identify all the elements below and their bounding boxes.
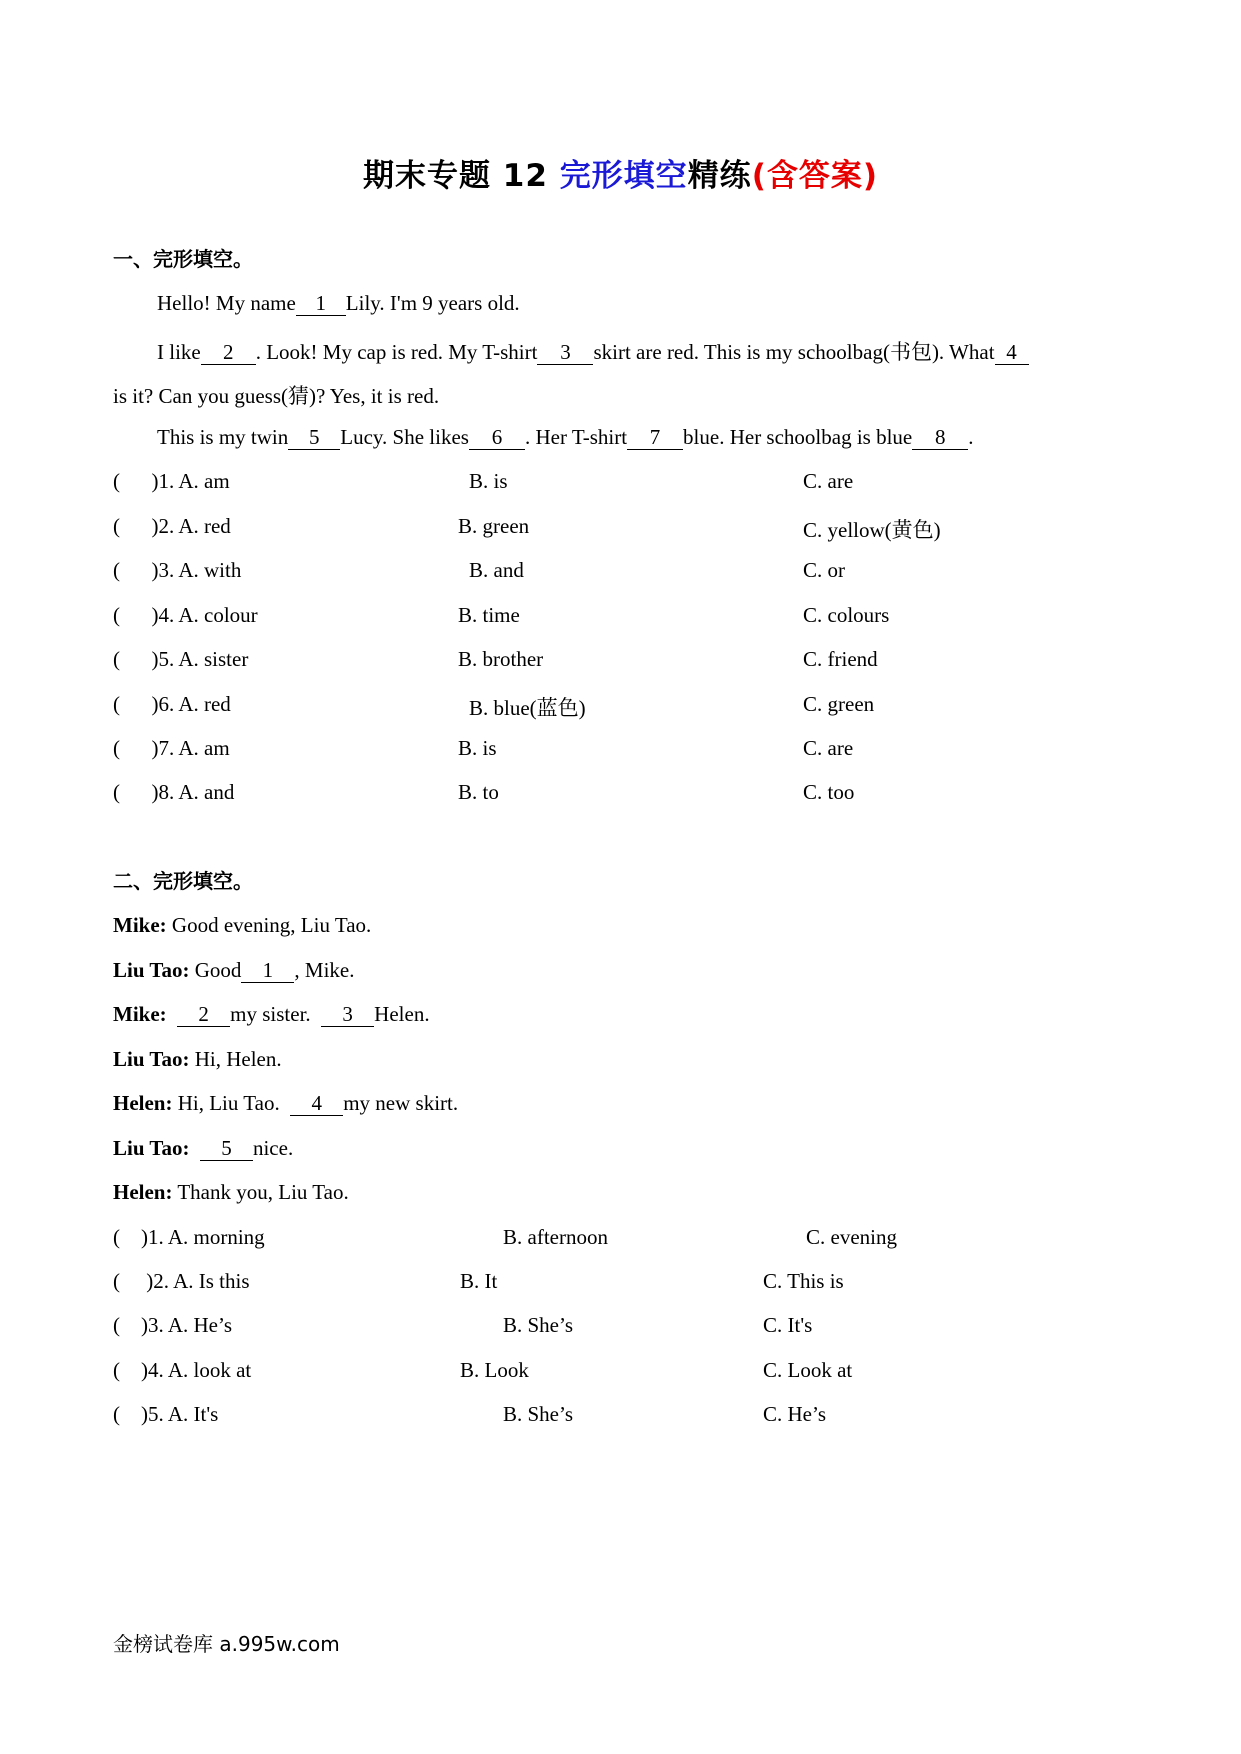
text: Lucy. She likes xyxy=(340,425,469,449)
s1-q8-option-b: B. to xyxy=(458,780,499,804)
text: Hi, Liu Tao. xyxy=(172,1091,280,1115)
blank-2: 2 xyxy=(201,342,256,365)
s1-q8-option-c: C. too xyxy=(803,780,855,804)
s1-q3-option-b: B. and xyxy=(469,558,524,582)
title-part-3: 精练 xyxy=(687,158,752,194)
title-part-1: 期末专题 12 xyxy=(362,158,560,194)
s1-q2-option-c: C. yellow(黄色) xyxy=(803,518,941,542)
s1-q4-option-b: B. time xyxy=(458,603,520,627)
text: my sister. xyxy=(230,1002,311,1026)
s1-q2-option-b: B. green xyxy=(458,514,530,538)
passage-line-3: is it? Can you guess(猜)? Yes, it is red. xyxy=(113,384,440,408)
speaker: Helen: xyxy=(113,1091,173,1115)
text: Lily. I'm 9 years old. xyxy=(345,291,520,315)
text: nice. xyxy=(252,1136,294,1160)
text: Good evening, Liu Tao. xyxy=(166,913,372,937)
s2-q1-option-c: C. evening xyxy=(806,1225,897,1249)
dialogue-line-7 xyxy=(113,1180,349,1205)
blank-3: 3 xyxy=(537,342,593,365)
s2-q4-option-a: ( )4. A. look at xyxy=(113,1358,252,1382)
s1-q7-option-b: B. is xyxy=(458,736,497,760)
section-2-heading: 二、完形填空。 xyxy=(113,869,253,893)
s2-q2-option-b: B. It xyxy=(460,1269,498,1293)
s2-q2-option-c: C. This is xyxy=(763,1269,844,1293)
text: my new skirt. xyxy=(343,1091,459,1115)
passage-line-4 xyxy=(157,425,974,450)
blank-2: 2 xyxy=(177,1004,230,1027)
dialogue-line-1 xyxy=(113,913,371,938)
speaker: Mike: xyxy=(113,913,167,937)
s1-q3-option-a: ( )3. A. with xyxy=(113,558,242,582)
title-part-4: (含答案) xyxy=(751,158,879,194)
text: skirt are red. This is my schoolbag(书包). What xyxy=(593,340,995,364)
s1-q8-option-a: ( )8. A. and xyxy=(113,780,235,804)
s2-q3-option-c: C. It's xyxy=(763,1313,813,1337)
dialogue-line-3 xyxy=(113,1002,430,1027)
s1-q5-option-a: ( )5. A. sister xyxy=(113,647,249,671)
s2-q5-option-c: C. He’s xyxy=(763,1402,826,1426)
s1-q7-option-c: C. are xyxy=(803,736,854,760)
section-1-heading: 一、完形填空。 xyxy=(113,247,253,271)
text: , Mike. xyxy=(294,958,355,982)
passage-line-2 xyxy=(157,336,1029,366)
s1-q1-option-b: B. is xyxy=(469,469,508,493)
blank-1: 1 xyxy=(241,960,294,983)
dialogue-line-2 xyxy=(113,958,354,983)
s2-q3-option-a: ( )3. A. He’s xyxy=(113,1313,232,1337)
s2-q4-option-c: C. Look at xyxy=(763,1358,853,1382)
blank-5: 5 xyxy=(200,1138,253,1161)
s2-q3-option-b: B. She’s xyxy=(503,1313,574,1337)
speaker: Mike: xyxy=(113,1002,167,1026)
speaker: Liu Tao: xyxy=(113,1047,190,1071)
s1-q5-option-b: B. brother xyxy=(458,647,544,671)
text: Thank you, Liu Tao. xyxy=(172,1180,349,1204)
passage-line-1 xyxy=(157,291,520,316)
s1-q5-option-c: C. friend xyxy=(803,647,878,671)
s1-q4-option-a: ( )4. A. colour xyxy=(113,603,258,627)
blank-3: 3 xyxy=(321,1004,374,1027)
s1-q1-option-a: ( )1. A. am xyxy=(113,469,230,493)
blank-6: 6 xyxy=(469,427,525,450)
blank-7: 7 xyxy=(627,427,683,450)
blank-1: 1 xyxy=(296,293,346,316)
dialogue-line-6 xyxy=(113,1136,293,1161)
s1-q3-option-c: C. or xyxy=(803,558,845,582)
s2-q5-option-b: B. She’s xyxy=(503,1402,574,1426)
s1-q6-option-b: B. blue(蓝色) xyxy=(469,696,586,720)
blank-4: 4 xyxy=(995,342,1029,365)
page-title xyxy=(0,150,1241,195)
s2-q4-option-b: B. Look xyxy=(460,1358,529,1382)
text: Helen. xyxy=(374,1002,430,1026)
footer-watermark: 金榜试卷库 a.995w.com xyxy=(113,1632,340,1656)
s1-q6-option-c: C. green xyxy=(803,692,875,716)
text: Hi, Helen. xyxy=(189,1047,282,1071)
text: . xyxy=(968,425,974,449)
s2-q1-option-a: ( )1. A. morning xyxy=(113,1225,265,1249)
s2-q1-option-b: B. afternoon xyxy=(503,1225,608,1249)
blank-8: 8 xyxy=(912,427,968,450)
speaker: Liu Tao: xyxy=(113,958,190,982)
s2-q2-option-a: ( )2. A. Is this xyxy=(113,1269,250,1293)
text: This is my twin xyxy=(157,425,289,449)
s1-q2-option-a: ( )2. A. red xyxy=(113,514,231,538)
text: . Look! My cap is red. My T-shirt xyxy=(255,340,538,364)
dialogue-line-5 xyxy=(113,1091,458,1116)
blank-5: 5 xyxy=(288,427,340,450)
text: Good xyxy=(189,958,242,982)
dialogue-line-4 xyxy=(113,1047,282,1072)
text: I like xyxy=(157,340,201,364)
text: blue. Her schoolbag is blue xyxy=(683,425,913,449)
text: Hello! My name xyxy=(157,291,296,315)
s1-q6-option-a: ( )6. A. red xyxy=(113,692,231,716)
s1-q1-option-c: C. are xyxy=(803,469,854,493)
s1-q4-option-c: C. colours xyxy=(803,603,890,627)
text: . Her T-shirt xyxy=(524,425,628,449)
title-part-2: 完形填空 xyxy=(559,158,688,194)
speaker: Helen: xyxy=(113,1180,173,1204)
s1-q7-option-a: ( )7. A. am xyxy=(113,736,230,760)
speaker: Liu Tao: xyxy=(113,1136,190,1160)
blank-4: 4 xyxy=(290,1093,343,1116)
s2-q5-option-a: ( )5. A. It's xyxy=(113,1402,219,1426)
